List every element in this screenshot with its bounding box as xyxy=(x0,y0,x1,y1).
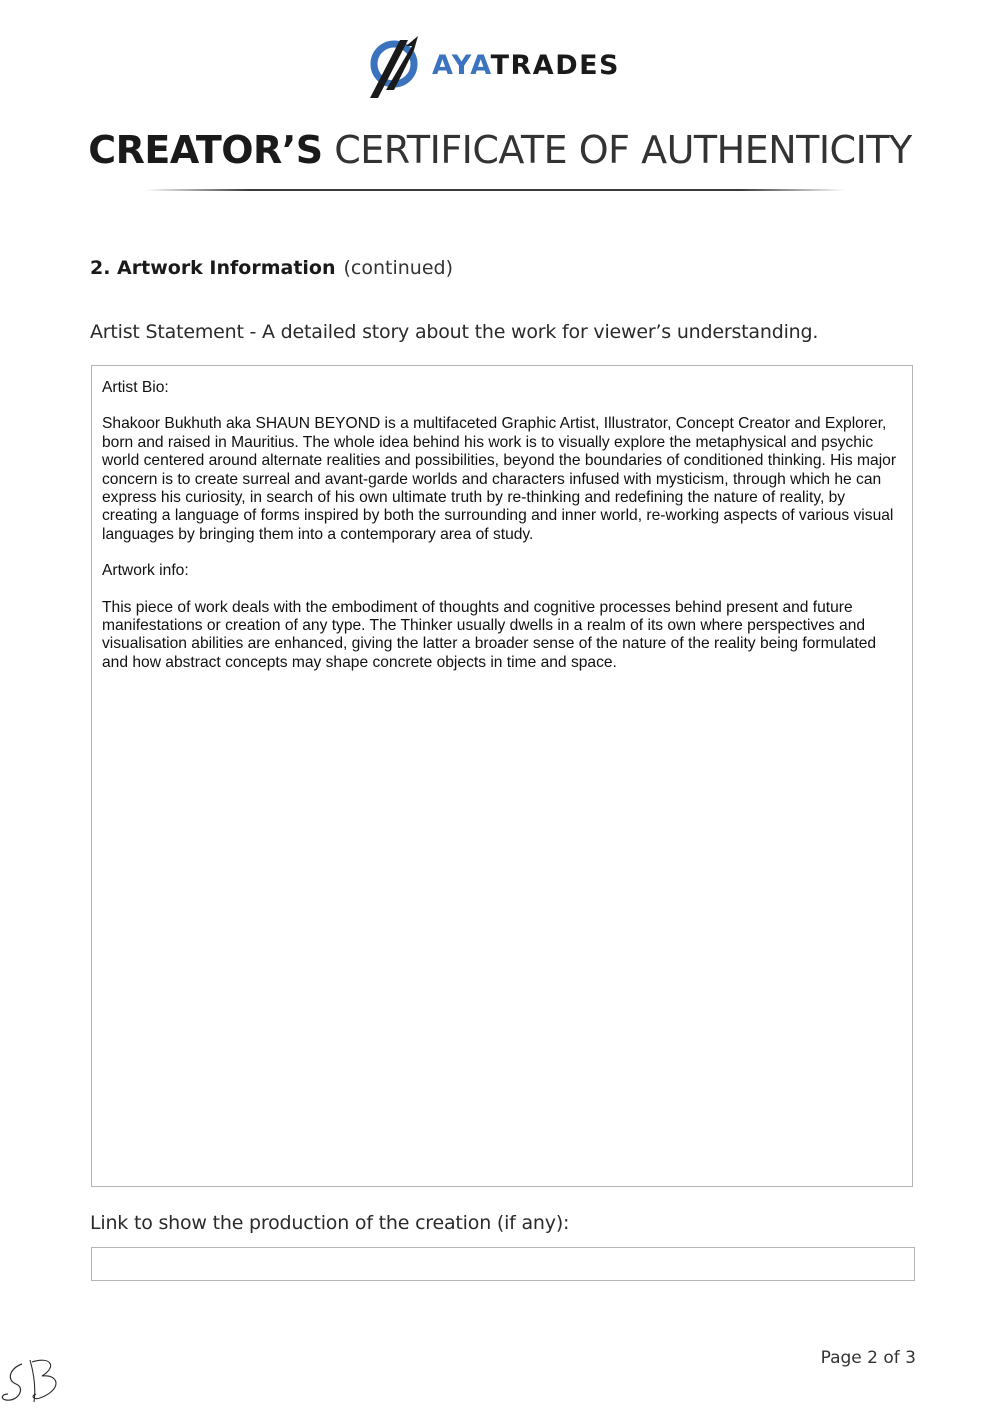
section-heading xyxy=(90,257,453,279)
brand-name-part1: AYA xyxy=(432,50,491,81)
brand-logo xyxy=(368,34,638,102)
artwork-info-text: This piece of work deals with the embodiment of thoughts and cognitive processes behind present and future manifestations or creation of any type. The Thinker usually dwells in a realm of its own where perspectives and visualisation abilities are enhanced, giving the latter a broader sense of the nature of the reality being formulated and how abstract concepts may shape concrete objects in time and space. xyxy=(102,598,877,671)
artist-bio-text: Shakoor Bukhuth aka SHAUN BEYOND is a multifaceted Graphic Artist, Illustrator, Concept Creator and Explorer, born and raised in Mauritius. The whole idea behind his work is to visually explore the metaphysical and psychic world centered around alternate realities and possibilities, beyond the boundaries of conditioned thinking. His major concern is to create surreal and avant-garde worlds and characters infused with mysticism, through which he can express his curiosity, in search of his own ultimate truth by re-thinking and redefining the nature of reality, by creating a language of forms inspired by both the surrounding and inner world, re-working aspects of various visual languages by bringing them into a contemporary area of study. xyxy=(102,415,897,543)
section-heading-note: (continued) xyxy=(343,257,454,279)
brand-name-part2: TRADES xyxy=(490,50,620,81)
artist-statement-label: Artist Statement - A detailed story about the work for viewer’s understanding. xyxy=(90,321,819,343)
title-divider xyxy=(145,189,845,191)
page-number: Page 2 of 3 xyxy=(820,1348,916,1368)
ayatrades-logo-icon xyxy=(368,34,420,100)
title-light: CERTIFICATE OF AUTHENTICITY xyxy=(334,128,912,172)
signature-mark xyxy=(0,1350,70,1410)
document-title xyxy=(0,128,1000,172)
artist-bio-title: Artist Bio: xyxy=(102,379,169,396)
section-heading-title: 2. Artwork Information xyxy=(90,257,336,279)
artist-statement-field[interactable] xyxy=(91,365,913,1187)
production-link-label: Link to show the production of the creation (if any): xyxy=(90,1212,570,1234)
artwork-info-title: Artwork info: xyxy=(102,562,189,580)
brand-name xyxy=(432,50,620,81)
title-bold: CREATOR’S xyxy=(88,128,323,172)
production-link-field[interactable] xyxy=(91,1247,915,1281)
